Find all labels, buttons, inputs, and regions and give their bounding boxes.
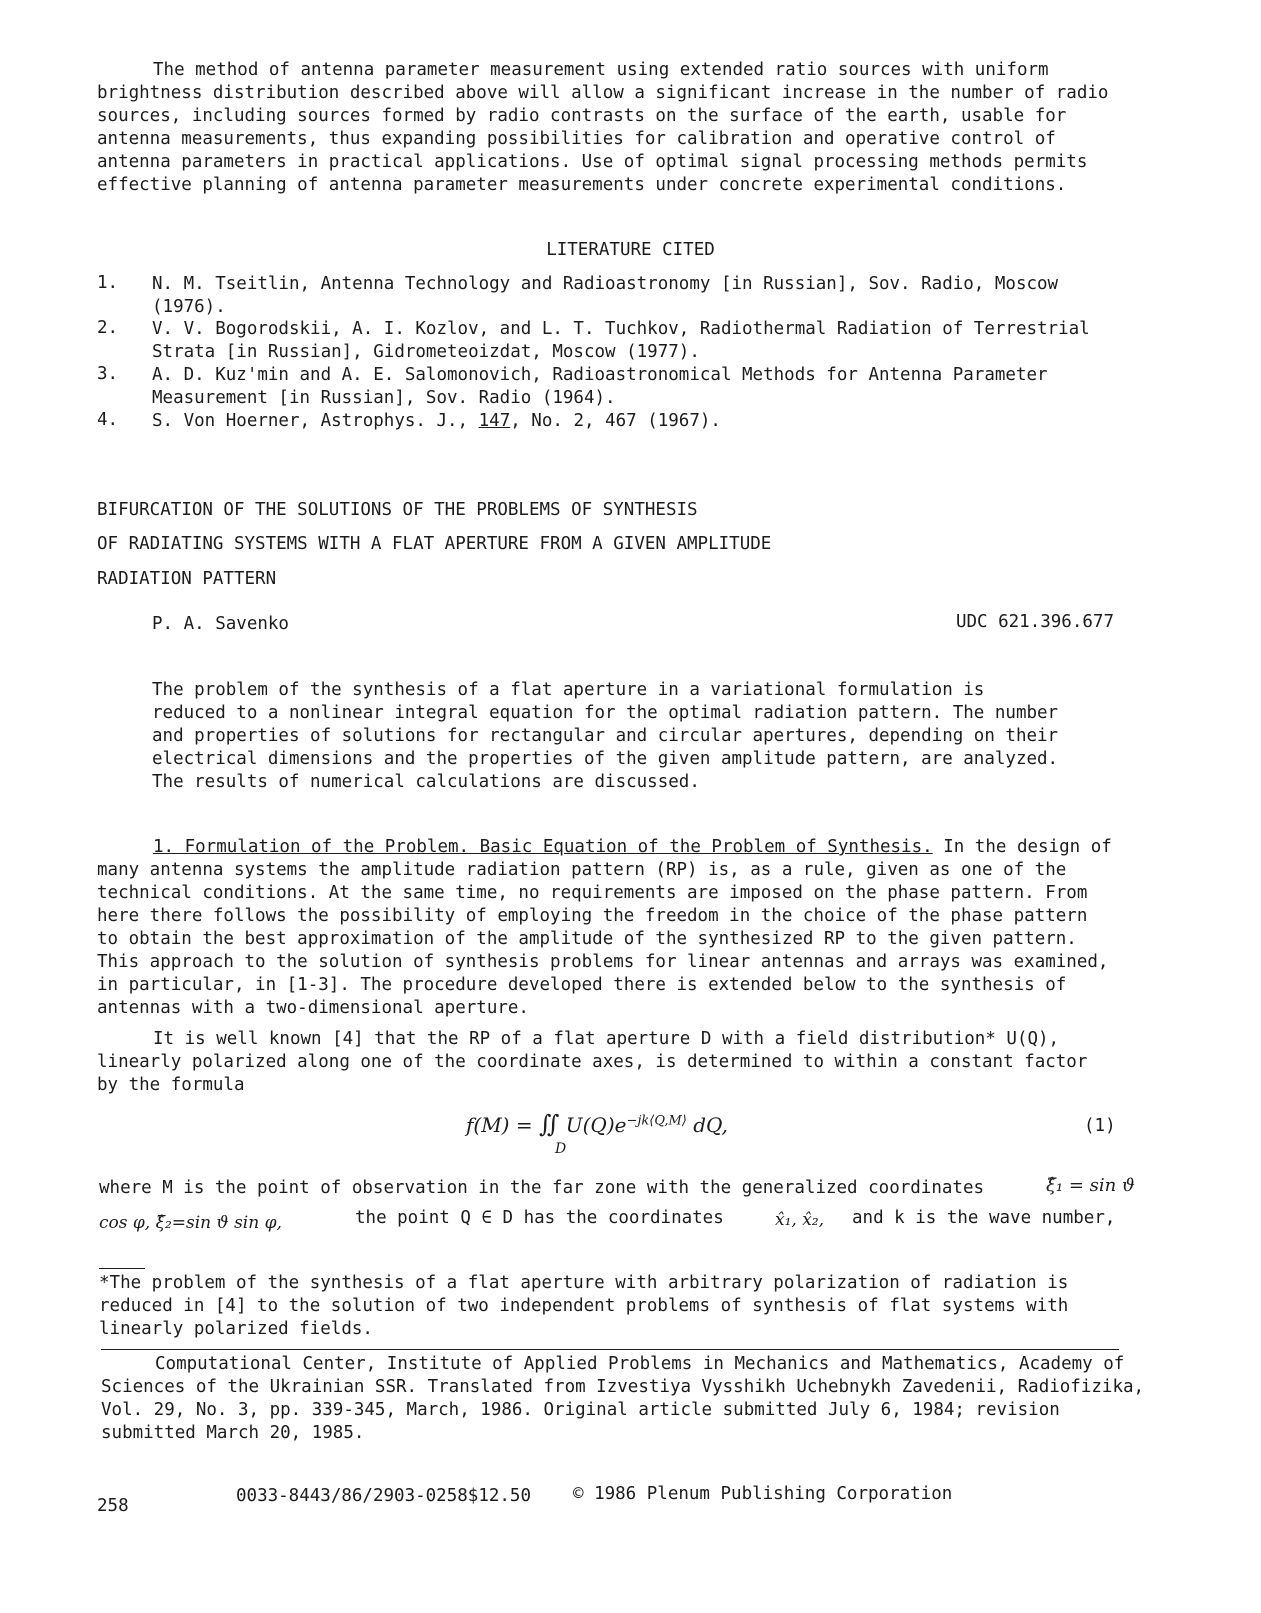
equation-domain: D — [555, 1141, 567, 1157]
coordinate-variables: x̂₁, x̂₂, — [775, 1210, 825, 1230]
affiliation-separator — [101, 1349, 1119, 1350]
equation-1 — [466, 1110, 728, 1138]
udc-code: UDC 621.396.677 — [955, 612, 1114, 632]
equation-exponent: −jk⟨Q,M⟩ — [626, 1113, 687, 1129]
equation-lhs: f(M) = — [466, 1113, 533, 1137]
reference-text: N. M. Tseitlin, Antenna Technology and Radioastronomy [in Russian], Sov. Radio, Moscow (1976). — [152, 274, 1059, 317]
xi1-expression: ξ̂₁ = sin ϑ — [1046, 1175, 1135, 1196]
footnote-separator — [99, 1268, 145, 1269]
reference-number: 1. — [97, 273, 119, 293]
where-line-2-end: and k is the wave number, — [852, 1208, 1116, 1228]
where-line-2-text: the point Q ∈ D has the coordinates — [355, 1208, 724, 1228]
formula-intro-paragraph: It is well known [4] that the RP of a flat aperture D with a field distribution* U(Q), linearly polarized along one of the coordinate axes, is determined to within a constant factor by the formula — [97, 1029, 1088, 1095]
reference-text: A. D. Kuz'min and A. E. Salomonovich, Radioastronomical Methods for Antenna Parameter Measurement [in Russian], Sov. Radio (1964). — [152, 365, 1048, 408]
reference-text: V. V. Bogorodskii, A. I. Kozlov, and L. T. Tuchkov, Radiothermal Radiation of Terrestrial Strata [in Russian], Gidrometeoizdat, Moscow (1977). — [152, 319, 1090, 362]
author-name: P. A. Savenko — [152, 614, 289, 634]
article-title-line: BIFURCATION OF THE SOLUTIONS OF THE PROBLEMS OF SYNTHESIS — [97, 500, 698, 520]
xi2-expression: cos φ, ξ̂₂=sin ϑ sin φ, — [99, 1213, 282, 1233]
equation-rhs: U(Q)e — [565, 1113, 627, 1137]
equation-number: (1) — [1084, 1116, 1116, 1136]
article-title-line: OF RADIATING SYSTEMS WITH A FLAT APERTURE FROM A GIVEN AMPLITUDE — [97, 534, 772, 554]
reference-text-part: S. Von Hoerner, Astrophys. J., — [152, 411, 479, 431]
intro-paragraph: The method of antenna parameter measurement using extended ratio sources with uniform brightness distribution described above will allow a significant increase in the number of radio sources, including sources formed by radio contrasts on the surface of the earth, usable for antenna measurements, thus expanding possibilities for calibration and operative control of antenna parameters in practical applications. Use of optimal signal processing methods permits effective planning of antenna parameter measurements under concrete experimental conditions. — [97, 60, 1109, 195]
literature-heading: LITERATURE CITED — [546, 240, 715, 260]
article-title-line: RADIATION PATTERN — [97, 569, 277, 589]
code-line: 0033-8443/86/2903-0258$12.50 — [236, 1486, 532, 1506]
page-number: 258 — [97, 1496, 129, 1516]
reference-volume: 147 — [478, 411, 511, 431]
reference-text-part: , No. 2, 467 (1967). — [510, 411, 721, 431]
section1-text: In the design of many antenna systems the amplitude radiation pattern (RP) is, as a rule, given as one of the technical conditions. At the same time, no requirements are imposed on the phase pattern. From here there follows the possibility of employing the freedom in the choice of the phase pattern to obtain the best approximation of the amplitude of the synthesized RP to the given pattern. This approach to the solution of synthesis problems for linear antennas and arrays was examined, in particular, in [1-3]. The procedure developed there is extended below to the synthesis of antennas with a two-dimensional aperture. — [97, 837, 1112, 1018]
copyright: © 1986 Plenum Publishing Corporation — [573, 1484, 953, 1504]
reference-number: 3. — [97, 364, 119, 384]
abstract: The problem of the synthesis of a flat aperture in a variational formulation is reduced to a nonlinear integral equation for the optimal radiation pattern. The number and properties of solutions for rectangular and circular apertures, depending on their electrical dimensions and the properties of the given amplitude pattern, are analyzed. The results of numerical calculations are discussed. — [152, 680, 1059, 792]
footnote: *The problem of the synthesis of a flat aperture with arbitrary polarization of radiation is reduced in [4] to the solution of two independent problems of synthesis of flat systems with linearly polarized fields. — [99, 1273, 1069, 1339]
double-integral-icon: ∬ — [538, 1110, 560, 1138]
section1-heading: 1. Formulation of the Problem. Basic Equation of the Problem of Synthesis. — [153, 837, 933, 857]
reference-number: 2. — [97, 318, 119, 338]
affiliation: Computational Center, Institute of Applied Problems in Mechanics and Mathematics, Academy of Sciences of the Ukrainian SSR. Translated from Izvestiya Vysshikh Uchebnykh Zavedenii, Radiofizika, Vol. 29, No. 3, pp. 339-345, March, 1986. Original article submitted July 6, 1984; revision submitted March 20, 1985. — [101, 1354, 1145, 1443]
section1-paragraph — [97, 836, 1117, 1020]
reference-text — [152, 410, 1132, 433]
where-text: where M is the point of observation in the far zone with the generalized coordinates — [99, 1178, 985, 1198]
where-line-1 — [99, 1178, 984, 1198]
reference-number: 4. — [97, 410, 119, 430]
equation-tail: dQ, — [693, 1113, 728, 1137]
